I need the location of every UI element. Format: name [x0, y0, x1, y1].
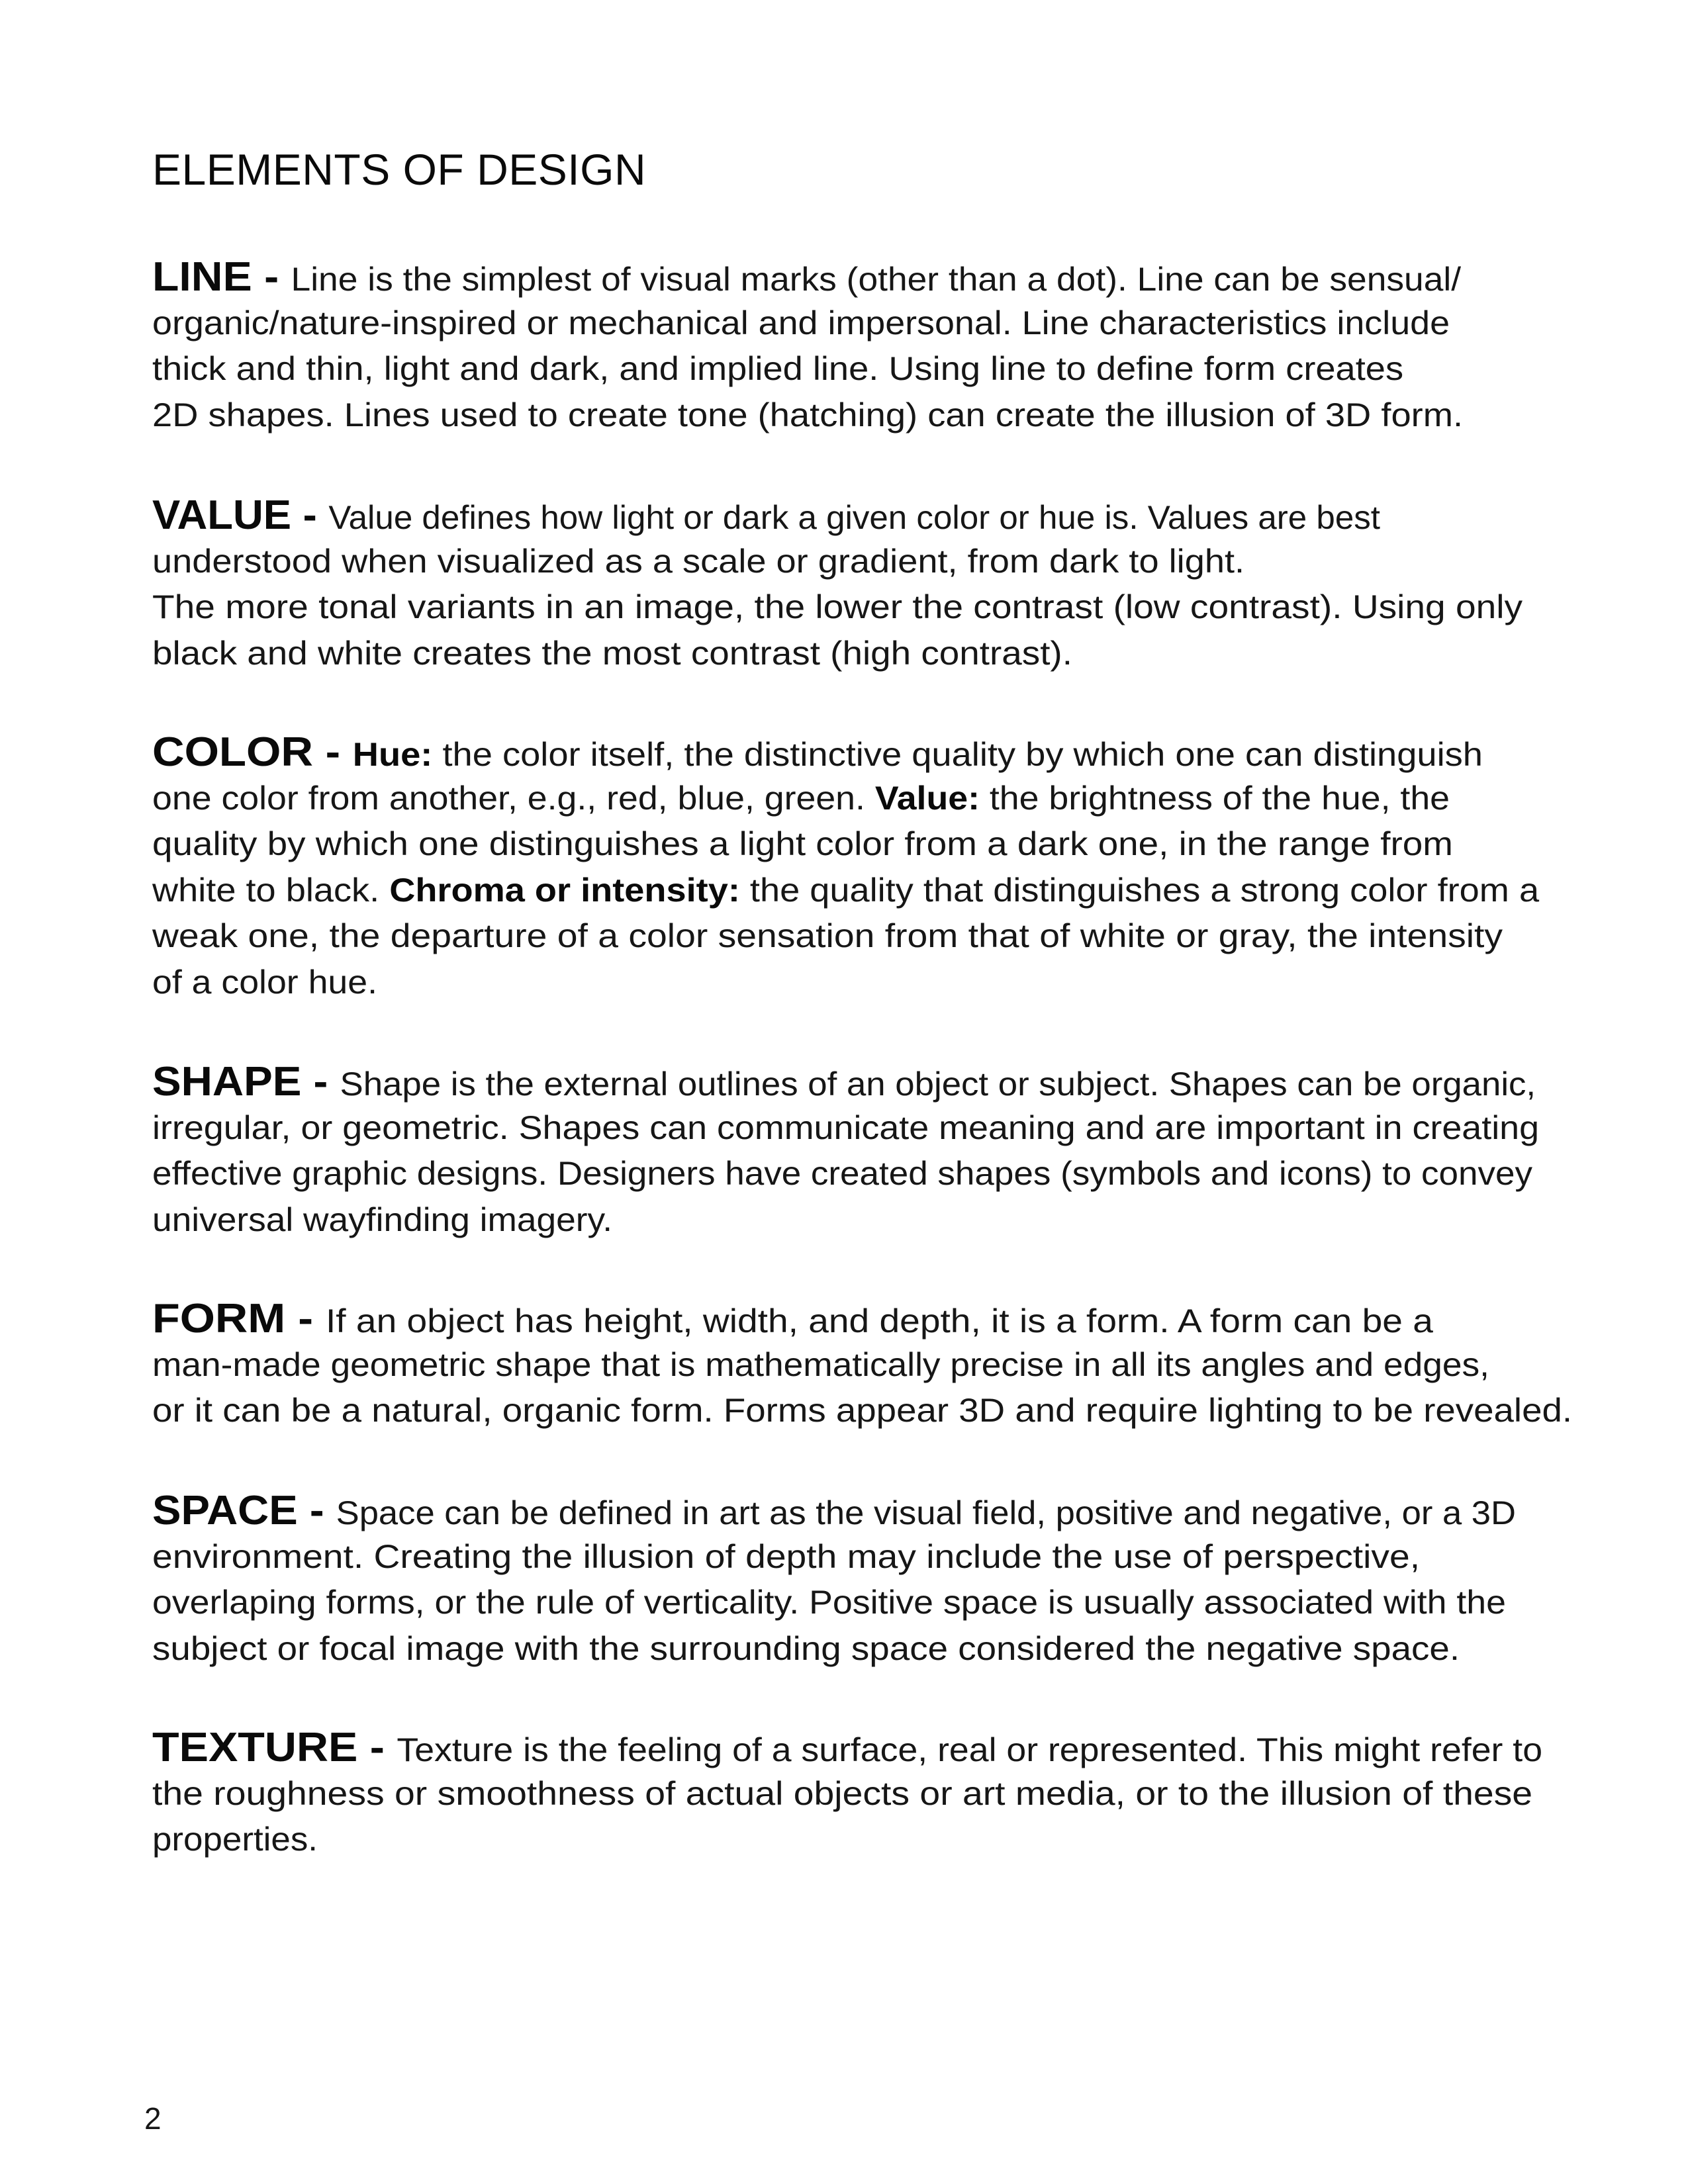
- term-value: Value:: [874, 779, 980, 817]
- label-separator: -: [285, 1296, 326, 1342]
- section-texture-text-3: properties.: [152, 1821, 318, 1858]
- section-space-text-3: overlaping forms, or the rule of verticality. Positive space is usually associated with the: [152, 1584, 1506, 1621]
- label-separator: -: [291, 492, 329, 538]
- body-text: the quality that distinguishes a strong color from a: [739, 871, 1540, 909]
- section-space: [152, 1488, 1595, 1672]
- section-line-text-3: thick and thin, light and dark, and implied line. Using line to define form creates: [152, 350, 1404, 388]
- body-text: one color from another, e.g., red, blue, green.: [152, 779, 875, 817]
- section-form-text-1: [152, 1296, 1688, 1342]
- section-color-text-5: weak one, the departure of a color sensation from that of white or gray, the intensity: [152, 917, 1503, 955]
- section-form-text-3: or it can be a natural, organic form. Forms appear 3D and require lighting to be revealed.: [152, 1392, 1573, 1430]
- body-text: Space can be defined in art as the visual field, positive and negative, or a 3D: [336, 1494, 1516, 1531]
- page-number: 2: [144, 2101, 162, 2136]
- section-color-text-2: [152, 776, 1688, 822]
- section-line: [152, 254, 1595, 438]
- section-color-text-1: [152, 729, 1688, 776]
- section-value: [152, 492, 1595, 676]
- section-color-text-6: of a color hue.: [152, 963, 378, 1001]
- section-value-text-1: [152, 492, 1627, 539]
- term-chroma: Chroma or intensity:: [389, 871, 740, 909]
- section-shape-text-1: [152, 1059, 1675, 1105]
- label-separator: -: [297, 1488, 336, 1533]
- section-shape-text-4: universal wayfinding imagery.: [152, 1201, 613, 1238]
- section-label: TEXTURE: [152, 1725, 358, 1770]
- section-texture-text-1: [152, 1725, 1688, 1771]
- body-text: Line is the simplest of visual marks (other than a dot). Line can be sensual/: [291, 261, 1462, 298]
- label-separator: -: [312, 729, 353, 775]
- page-title: ELEMENTS OF DESIGN: [152, 145, 647, 194]
- section-label: SPACE: [152, 1488, 298, 1533]
- section-value-text-2: understood when visualized as a scale or gradient, from dark to light.: [152, 542, 1245, 580]
- body-text: Texture is the feeling of a surface, real or represented. This might refer to: [397, 1731, 1543, 1768]
- section-line-text-1: [152, 254, 1688, 300]
- section-value-text-4: black and white creates the most contrast (high contrast).: [152, 634, 1072, 672]
- section-color-text-4: [152, 868, 1688, 914]
- section-form-text-2: man-made geometric shape that is mathematically precise in all its angles and edges,: [152, 1345, 1489, 1383]
- section-shape-text-2: irregular, or geometric. Shapes can communicate meaning and are important in creating: [152, 1109, 1540, 1146]
- term-hue: Hue:: [352, 736, 433, 773]
- section-line-text-4: 2D shapes. Lines used to create tone (hatching) can create the illusion of 3D form.: [152, 396, 1464, 433]
- section-space-text-1: [152, 1488, 1669, 1534]
- label-separator: -: [357, 1725, 397, 1770]
- body-text: white to black.: [152, 871, 390, 909]
- section-space-text-2: environment. Creating the illusion of depth may include the use of perspective,: [152, 1537, 1421, 1575]
- body-text: the color itself, the distinctive quality by which one can distinguish: [432, 736, 1483, 773]
- section-texture-text-2: the roughness or smoothness of actual objects or art media, or to the illusion of these: [152, 1774, 1533, 1812]
- section-label: FORM: [152, 1296, 286, 1342]
- body-text: Shape is the external outlines of an object or subject. Shapes can be organic,: [340, 1066, 1536, 1103]
- section-form: [152, 1296, 1595, 1434]
- section-label: LINE: [152, 254, 252, 300]
- section-label: VALUE: [152, 492, 292, 538]
- section-value-text-3: The more tonal variants in an image, the lower the contrast (low contrast). Using only: [152, 588, 1523, 626]
- section-shape: [152, 1059, 1595, 1243]
- section-line-text-2: organic/nature-inspired or mechanical and impersonal. Line characteristics include: [152, 304, 1450, 341]
- section-texture: [152, 1725, 1595, 1863]
- section-label: SHAPE: [152, 1059, 302, 1105]
- body-text: Value defines how light or dark a given color or hue is. Values are best: [328, 499, 1380, 536]
- section-label: COLOR: [152, 729, 313, 775]
- section-color-text-3: quality by which one distinguishes a light color from a dark one, in the range from: [152, 825, 1453, 863]
- body-text: If an object has height, width, and depth, it is a form. A form can be a: [325, 1302, 1433, 1340]
- section-color: [152, 729, 1595, 1006]
- label-separator: -: [252, 254, 291, 300]
- section-space-text-4: subject or focal image with the surrounding space considered the negative space.: [152, 1629, 1460, 1667]
- body-text: the brightness of the hue, the: [979, 779, 1450, 817]
- label-separator: -: [301, 1059, 340, 1105]
- section-shape-text-3: effective graphic designs. Designers have created shapes (symbols and icons) to convey: [152, 1155, 1533, 1193]
